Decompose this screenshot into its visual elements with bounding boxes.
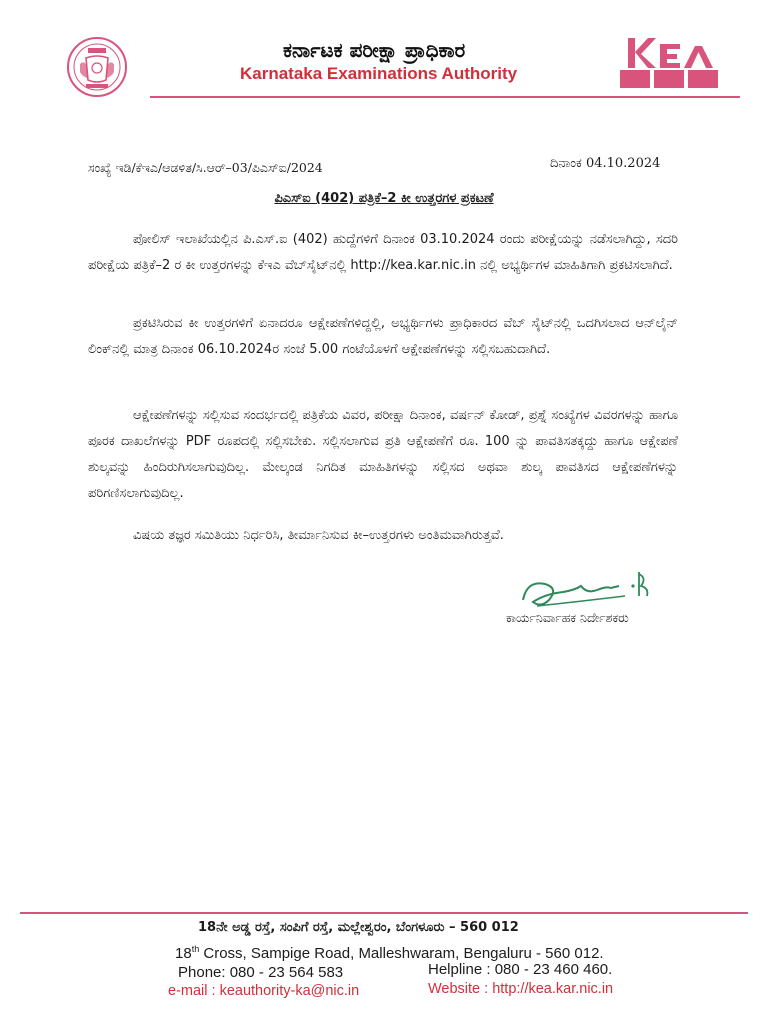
footer-website[interactable]: Website : http://kea.kar.nic.in — [428, 981, 614, 997]
header-divider — [150, 96, 740, 98]
notice-subject — [0, 191, 768, 206]
footer-helpline: Helpline : 080 - 23 460 460. — [428, 961, 613, 978]
notice-date: ದಿನಾಂಕ 04.10.2024 — [550, 156, 661, 171]
notice-subject-text: ಪಿಎಸ್ಐ (402) ಪತ್ರಿಕೆ–2 ಕೀ ಉತ್ತರಗಳ ಪ್ರಕಟಣೆ — [274, 191, 494, 206]
footer-address-english — [175, 944, 604, 962]
reference-number: ಸಂಖ್ಯೆ ಇಡಿ/ಕೆಇಎ/ಆಡಳಿತ/ಸಿ.ಆರ್–03/ಪಿಎಸ್ಐ/2024 — [88, 160, 323, 175]
body-paragraph-2: ಪ್ರಕಟಿಸಿರುವ ಕೀ ಉತ್ತರಗಳಿಗೆ ಏನಾದರೂ ಆಕ್ಷೇಪಣೆಗಳಿದ್ದಲ್ಲಿ, ಅಭ್ಯರ್ಥಿಗಳು ಪ್ರಾಧಿಕಾರದ ವೆಬ್ ಸೈಟ್‌ನಲ್ಲಿ ಒದಗಿಸಲಾದ ಆನ್‌ಲೈನ್ ಲಿಂಕ್‌ನಲ್ಲಿ ಮಾತ್ರ ದಿನಾಂಕ 06.10.2024ರ ಸಂಜೆ 5.00 ಗಂಟೆಯೊಳಗೆ ಆಕ್ಷೇಪಣೆಗಳನ್ನು ಸಲ್ಲಿಸಬಹುದಾಗಿದೆ. — [88, 316, 678, 357]
authority-title-english: Karnataka Examinations Authority — [240, 64, 518, 83]
handwritten-signature-icon — [515, 566, 655, 612]
body-paragraph-1: ಪೋಲಿಸ್ ಇಲಾಖೆಯಲ್ಲಿನ ಪಿ.ಎಸ್.ಐ (402) ಹುದ್ದೆಗಳಿಗೆ ದಿನಾಂಕ 03.10.2024 ರಂದು ಪರೀಕ್ಷೆಯನ್ನು ನಡೆಸಲಾಗಿದ್ದು, ಸದರಿ ಪರೀಕ್ಷೆಯ ಪತ್ರಿಕೆ–2 ರ ಕೀ ಉತ್ತರಗಳನ್ನು ಕೆಇಎ ವೆಬ್‌ಸೈಟ್‌ನಲ್ಲಿ http://kea.kar.nic.in ನಲ್ಲಿ ಅಭ್ಯರ್ಥಿಗಳ ಮಾಹಿತಿಗಾಗಿ ಪ್ರಕಟಿಸಲಾಗಿದೆ. — [88, 232, 678, 273]
signatory-designation: ಕಾರ್ಯನಿರ್ವಾಹಕ ನಿರ್ದೇಶಕರು — [506, 610, 629, 625]
footer-email[interactable]: e-mail : keauthority-ka@nic.in — [168, 983, 360, 999]
footer-phone: Phone: 080 - 23 564 583 — [178, 964, 344, 981]
authority-title-kannada: ಕರ್ನಾಟಕ ಪರೀಕ್ಷಾ ಪ್ರಾಧಿಕಾರ — [283, 38, 466, 62]
karnataka-government-seal-icon — [66, 36, 128, 98]
footer-address-ordinal: th — [191, 944, 200, 954]
footer-divider — [20, 912, 748, 914]
footer-address-number: 18 — [175, 945, 192, 962]
footer-address-kannada: 18ನೇ ಅಡ್ಡ ರಸ್ತೆ, ಸಂಪಿಗೆ ರಸ್ತೆ, ಮಲ್ಲೇಶ್ವರಂ, ಬೆಂಗಳೂರು – 560 012 — [198, 920, 519, 935]
body-paragraph-4: ವಿಷಯ ತಜ್ಞರ ಸಮಿತಿಯು ನಿರ್ಧರಿಸಿ, ತೀರ್ಮಾನಿಸುವ ಕೀ–ಉತ್ತರಗಳು ಅಂತಿಮವಾಗಿರುತ್ತವೆ. — [133, 528, 504, 543]
body-paragraph-3: ಆಕ್ಷೇಪಣೆಗಳನ್ನು ಸಲ್ಲಿಸುವ ಸಂದರ್ಭದಲ್ಲಿ ಪತ್ರಿಕೆಯ ವಿವರ, ಪರೀಕ್ಷಾ ದಿನಾಂಕ, ವರ್ಷನ್ ಕೋಡ್, ಪ್ರಶ್ನೆ ಸಂಖ್ಯೆಗಳ ವಿವರಗಳನ್ನು ಹಾಗೂ ಪೂರಕ ದಾಖಲೆಗಳನ್ನು PDF ರೂಪದಲ್ಲಿ ಸಲ್ಲಿಸಬೇಕು. ಸಲ್ಲಿಸಲಾಗುವ ಪ್ರತಿ ಆಕ್ಷೇಪಣೆಗೆ ರೂ. 100 ನ್ನು ಪಾವತಿಸತಕ್ಕದ್ದು ಹಾಗೂ ಆಕ್ಷೇಪಣೆ ಶುಲ್ಕವನ್ನು ಹಿಂದಿರುಗಿಸಲಾಗುವುದಿಲ್ಲ. ಮೇಲ್ಕಂಡ ನಿಗದಿತ ಮಾಹಿತಿಗಳನ್ನು ಸಲ್ಲಿಸದ ಅಥವಾ ಶುಲ್ಕ ಪಾವತಿಸದ ಆಕ್ಷೇಪಣೆಗಳನ್ನು ಪರಿಗಣಿಸಲಾಗುವುದಿಲ್ಲ. — [88, 408, 678, 501]
footer-address-rest: Cross, Sampige Road, Malleshwaram, Bengaluru - 560 012. — [199, 945, 604, 962]
kea-logo-icon — [614, 30, 724, 92]
